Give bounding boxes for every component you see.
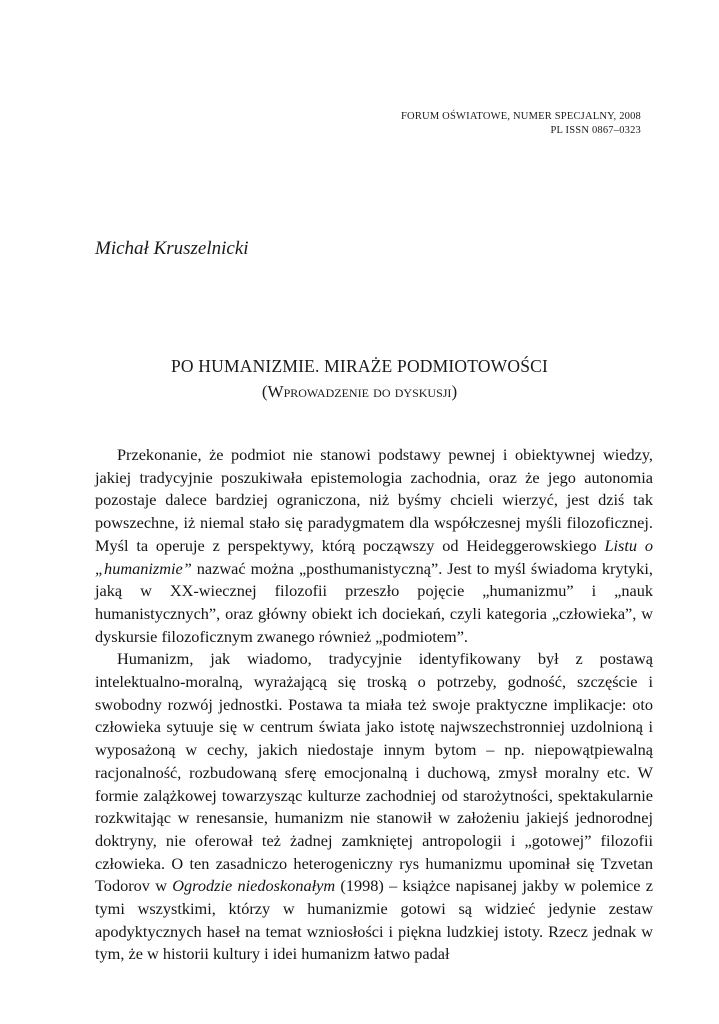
paragraph-1-text-b: nazwać można „posthumanistyczną”. Jest to myśl świadoma krytyki, jaką w XX-wiecznej filozofii przeszło pojęcie „humanizmu” i „nauk humanistycznych”, oraz główny obiekt ich dociekań, czyli kategoria „człowieka”, w dyskursie filozoficznym zwanego również „podmiotem”.: [95, 558, 653, 646]
author-name: Michał Kruszelnicki: [95, 238, 249, 259]
issn-line: PL ISSN 0867–0323: [550, 125, 641, 136]
subtitle-close-paren: ): [451, 382, 458, 401]
paragraph-1-text-a: Przekonanie, że podmiot nie stanowi podstawy pewnej i obiektywnej wiedzy, jakiej tradycyjnie poszukiwała epistemologia zachodnia, oraz że jego autonomia pozostaje dalece bardziej ograniczona, niż byśmy chcieli wierzyć, jest dziś tak powszechne, iż niemal stało się paradygmatem dla współczesnej myśli filozoficznej. Myśl ta operuje z perspektywy, którą począwszy od Heideggerowskiego: [95, 445, 653, 555]
article-title: PO HUMANIZMIE. MIRAŻE PODMIOTOWOŚCI: [170, 356, 549, 376]
paragraph-2-text-a: Humanizm, jak wiadomo, tradycyjnie identyfikowany był z postawą intelektualno-moralną, wyrażającą się troską o potrzeby, godność, szczęście i swobodny rozwój jednostki. Postawa ta miała też swoje praktyczne implikacje: oto człowieka sytuuje się w centrum świata jako istotę najwszechstronniej uzdolnioną i wyposażoną w cechy, jakich niedostaje innym bytom – np. niepowątpiewalną racjonalność, rozbudowaną sferę emocjonalną i duchową, zmysł moralny etc. W formie zalążkowej towarzysząc kulturze zachodniej od starożytności, spektakularnie rozkwitając w renesansie, humanizm nie stanowił w założeniu jakiejś jednorodnej doktryny, nie oferował też żadnej zamkniętej antropologii i „gotowej” filozofii człowieka. O ten zasadniczo heterogeniczny rys humanizmu upominał się Tzvetan Todorov w: [95, 649, 653, 896]
article-body: [95, 444, 653, 966]
paragraph-1: [95, 444, 653, 648]
subtitle-text: Wprowadzenie do dyskusji: [267, 382, 452, 401]
subtitle-open-paren: (: [261, 382, 268, 401]
running-header: [401, 110, 641, 138]
paragraph-2-italic-title: Ogrodzie niedoskonałym: [172, 876, 336, 896]
article-subtitle: [0, 382, 719, 402]
paragraph-2-text-b: (1998) – książce napisanej jakby w polemice z tymi wszystkimi, którzy w humanizmie gotowi są widzieć jedynie zestaw apodyktycznych haseł na temat wzniosłości i piękna ludzkiej istoty. Rzecz jednak w tym, że w historii kultury i idei humanizm łatwo padał: [95, 876, 653, 964]
journal-line: FORUM OŚWIATOWE, NUMER SPECJALNY, 2008: [401, 111, 641, 122]
paragraph-1-italic-title: Listu o „humanizmie”: [95, 535, 653, 578]
paragraph-2: [95, 648, 653, 966]
